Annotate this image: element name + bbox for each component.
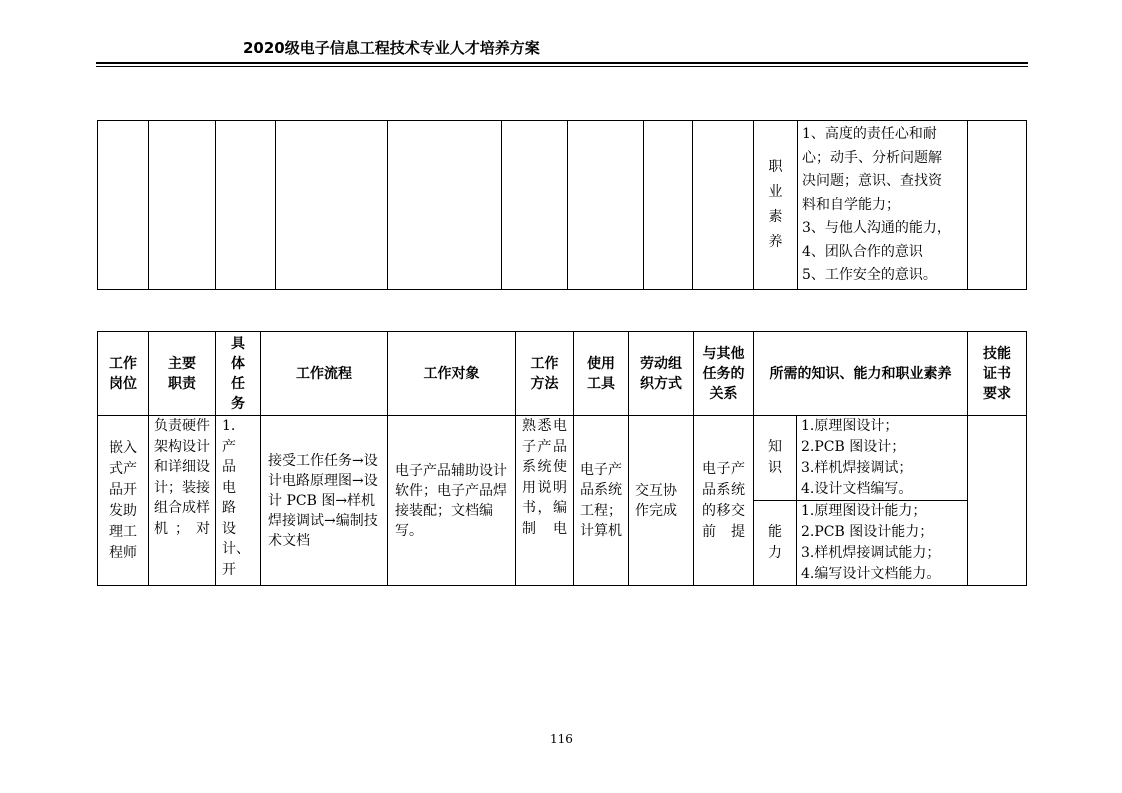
list-item: 料和自学能力； [802,196,900,213]
list-item: 4.编写设计文档能力。 [801,566,941,582]
list-item: 4、团队合作的意识 [802,243,923,260]
empty-cell [216,121,276,290]
header-rule-thin [96,66,1028,67]
professional-quality-items [798,121,968,290]
list-item: 2.PCB 图设计能力； [801,524,934,540]
header-org: 劳动组织方式 [629,332,694,416]
task-line: 电 [222,479,236,496]
category-label: 职业素养 [768,159,783,250]
cell-duty: 负责硬件架构设计和详细设计；装接组合成样机；对 [149,416,216,586]
task-line: 产 [222,438,236,455]
task-line: 1. [222,418,236,434]
list-item: 心；动手、分析问题解 [802,149,942,166]
table-row [98,416,1027,501]
task-line: 设 [222,520,236,537]
list-item: 3.样机焊接调试； [801,460,913,476]
header-object: 工作对象 [388,332,516,416]
task-line: 开 [222,561,236,578]
empty-cell [149,121,216,290]
cell-tools: 电子产品系统工程；计算机 [574,416,629,586]
task-line: 路 [222,500,236,516]
empty-cell [502,121,568,290]
page-number: 116 [550,732,573,746]
empty-cell [98,121,149,290]
table-header-row [98,332,1027,416]
cell-knowledge-label: 知识 [754,416,797,501]
list-item: 1.原理图设计； [801,418,899,434]
list-item: 4.设计文档编写。 [801,481,913,497]
cell-relation: 电子产品系统的移交前提 [694,416,754,586]
page-header-title: 2020级电子信息工程技术专业人才培养方案 [243,39,540,57]
list-item: 决问题；意识、查找资 [802,173,942,189]
header-method: 工作方法 [516,332,574,416]
task-line: 品 [222,459,236,475]
empty-cell [388,121,502,290]
header-needs: 所需的知识、能力和职业素养 [754,332,968,416]
cell-flow: 接受工作任务→设计电路原理图→设计 PCB 图→样机焊接调试→编制技术文档 [261,416,388,586]
cell-org: 交互协作完成 [629,416,694,586]
list-item: 1.原理图设计能力； [801,503,927,519]
header-flow: 工作流程 [261,332,388,416]
cell-ability-label: 能力 [754,501,797,586]
list-item: 2.PCB 图设计； [801,439,906,455]
cell-task [216,416,261,586]
header-relation: 与其他任务的关系 [694,332,754,416]
continuation-table [97,120,1027,290]
empty-cell [644,121,693,290]
header-rule-thick [96,62,1028,64]
list-item: 3、与他人沟通的能力， [802,220,951,236]
cell-ability-items [797,501,968,586]
cell-object: 电子产品辅助设计软件；电子产品焊接装配；文档编写。 [388,416,516,586]
list-item: 1、高度的责任心和耐 [802,126,937,142]
list-item: 3.样机焊接调试能力； [801,545,941,561]
job-analysis-table [97,331,1027,586]
empty-cell [968,121,1027,290]
empty-cell [693,121,754,290]
list-item: 5、工作安全的意识。 [802,267,937,283]
header-tools: 使用工具 [574,332,629,416]
header-post: 工作岗位 [98,332,149,416]
cell-method: 熟悉电子产品系统使用说明书，编制电 [516,416,574,586]
cell-post: 嵌入式产品开发助理工程师 [98,416,149,586]
header-task: 具体任务 [216,332,261,416]
header-cert: 技能证书要求 [968,332,1027,416]
category-cell-professional-quality [754,121,798,290]
task-line: 计、 [222,541,250,557]
empty-cell [276,121,388,290]
cell-cert [968,416,1027,586]
empty-cell [568,121,644,290]
cell-knowledge-items [797,416,968,501]
header-duty: 主要职责 [149,332,216,416]
